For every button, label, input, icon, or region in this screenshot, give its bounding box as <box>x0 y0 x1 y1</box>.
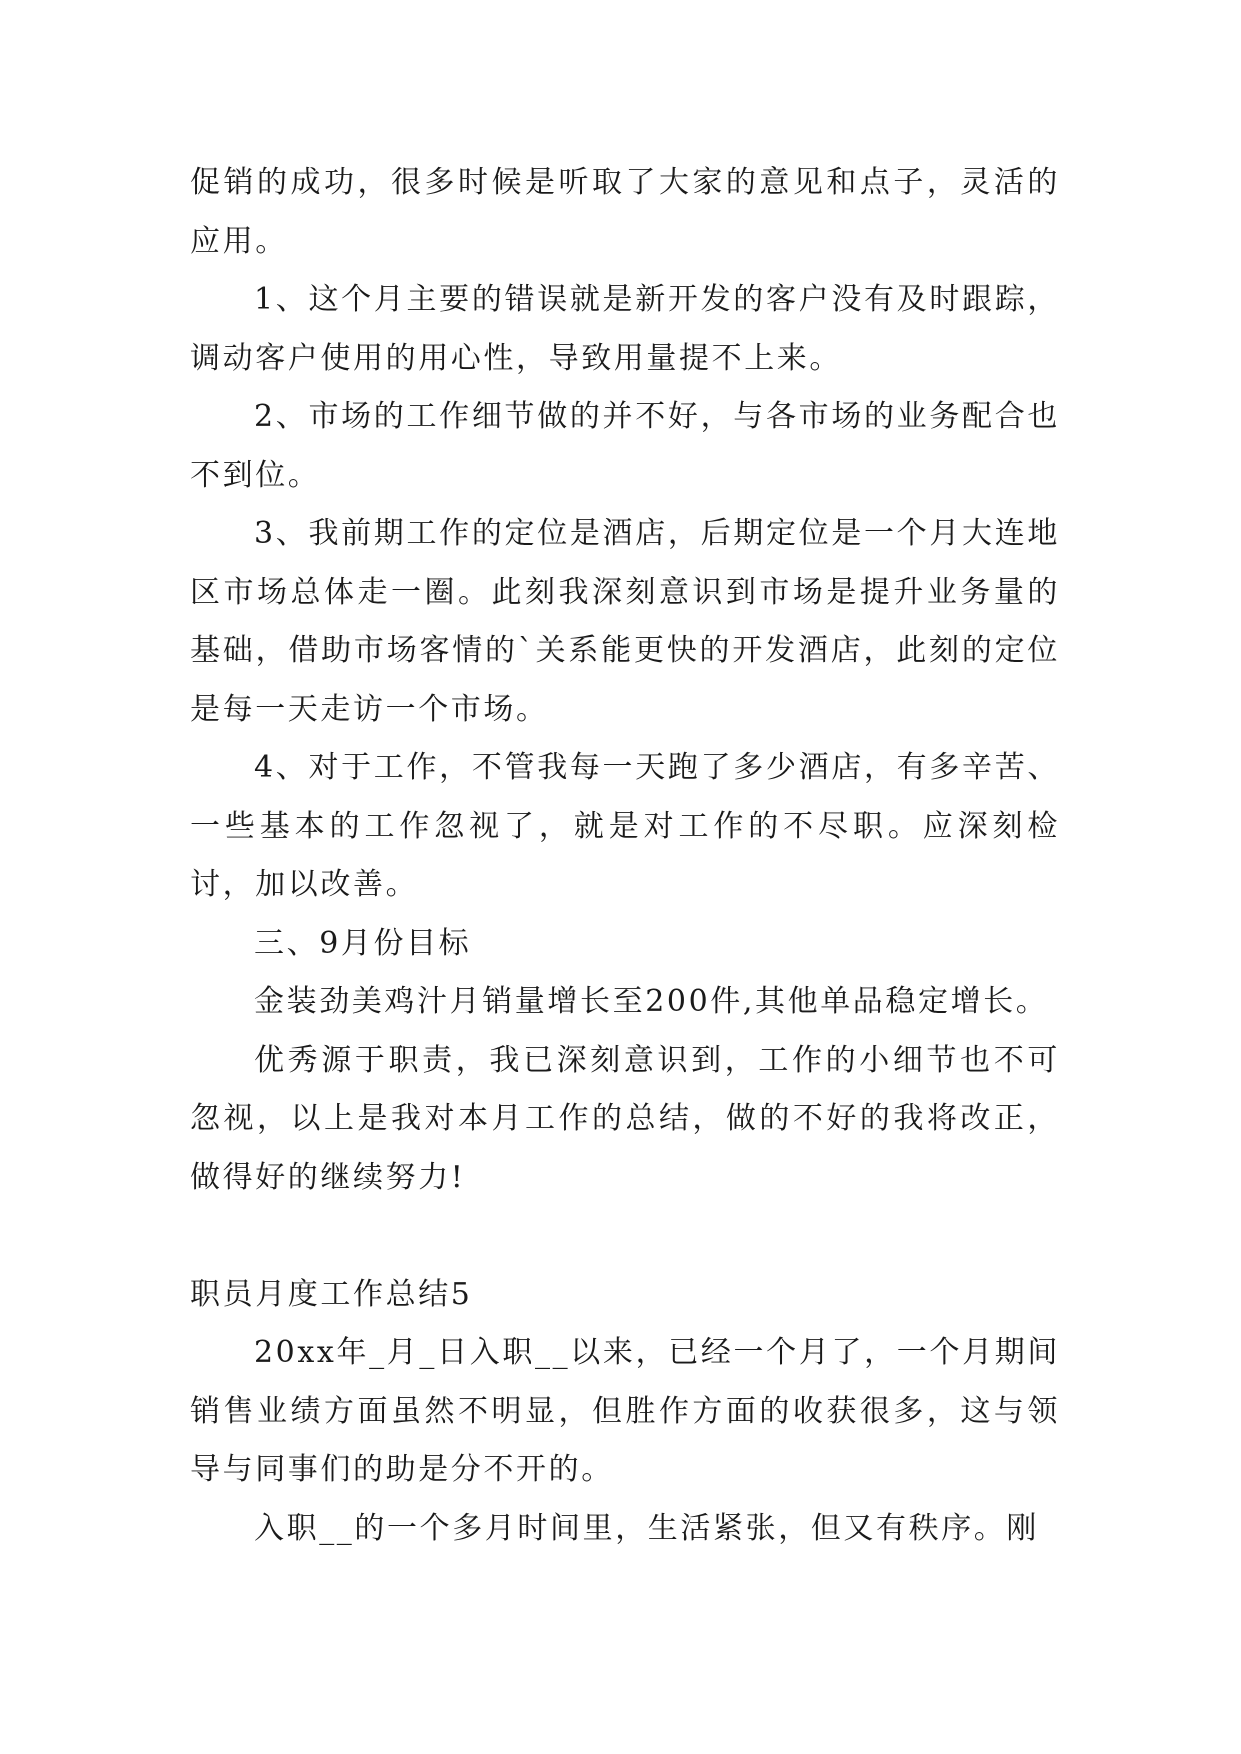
section-title: 职员月度工作总结5 <box>190 1276 473 1312</box>
paragraph-item-2: 2、市场的工作细节做的并不好，与各市场的业务配合也不到位。 <box>190 399 1060 493</box>
paragraph-first-month: 入职__的一个多月时间里，生活紧张，但又有秩序。刚 <box>254 1510 1039 1546</box>
paragraph-promotion-success: 促销的成功，很多时候是听取了大家的意见和点子，灵活的应用。 <box>190 165 1060 259</box>
paragraph-item-3: 3、我前期工作的定位是酒店，后期定位是一个月大连地区市场总体走一圈。此刻我深刻意识到市场是提升业务量的基础，借助市场客情的`关系能更快的开发酒店，此刻的定位是每一天走访一个市场。 <box>190 516 1060 727</box>
document-body <box>190 154 1060 1558</box>
paragraph-item-1: 1、这个月主要的错误就是新开发的客户没有及时跟踪，调动客户使用的用心性，导致用量提不上来。 <box>190 282 1060 376</box>
heading-september-goals: 三、9月份目标 <box>254 925 472 961</box>
paragraph-item-4: 4、对于工作，不管我每一天跑了多少酒店，有多辛苦、一些基本的工作忽视了，就是对工作的不尽职。应深刻检讨，加以改善。 <box>190 750 1060 902</box>
section-spacer <box>190 1207 1060 1266</box>
paragraph-sales-goal: 金装劲美鸡汁月销量增长至200件,其他单品稳定增长。 <box>254 984 1049 1019</box>
paragraph-onboarding: 20xx年_月_日入职__以来，已经一个月了，一个月期间销售业绩方面虽然不明显，但胜作方面的收获很多，这与领导与同事们的助是分不开的。 <box>190 1335 1060 1487</box>
paragraph-conclusion: 优秀源于职责，我已深刻意识到，工作的小细节也不可忽视，以上是我对本月工作的总结，做的不好的我将改正，做得好的继续努力! <box>190 1042 1060 1195</box>
